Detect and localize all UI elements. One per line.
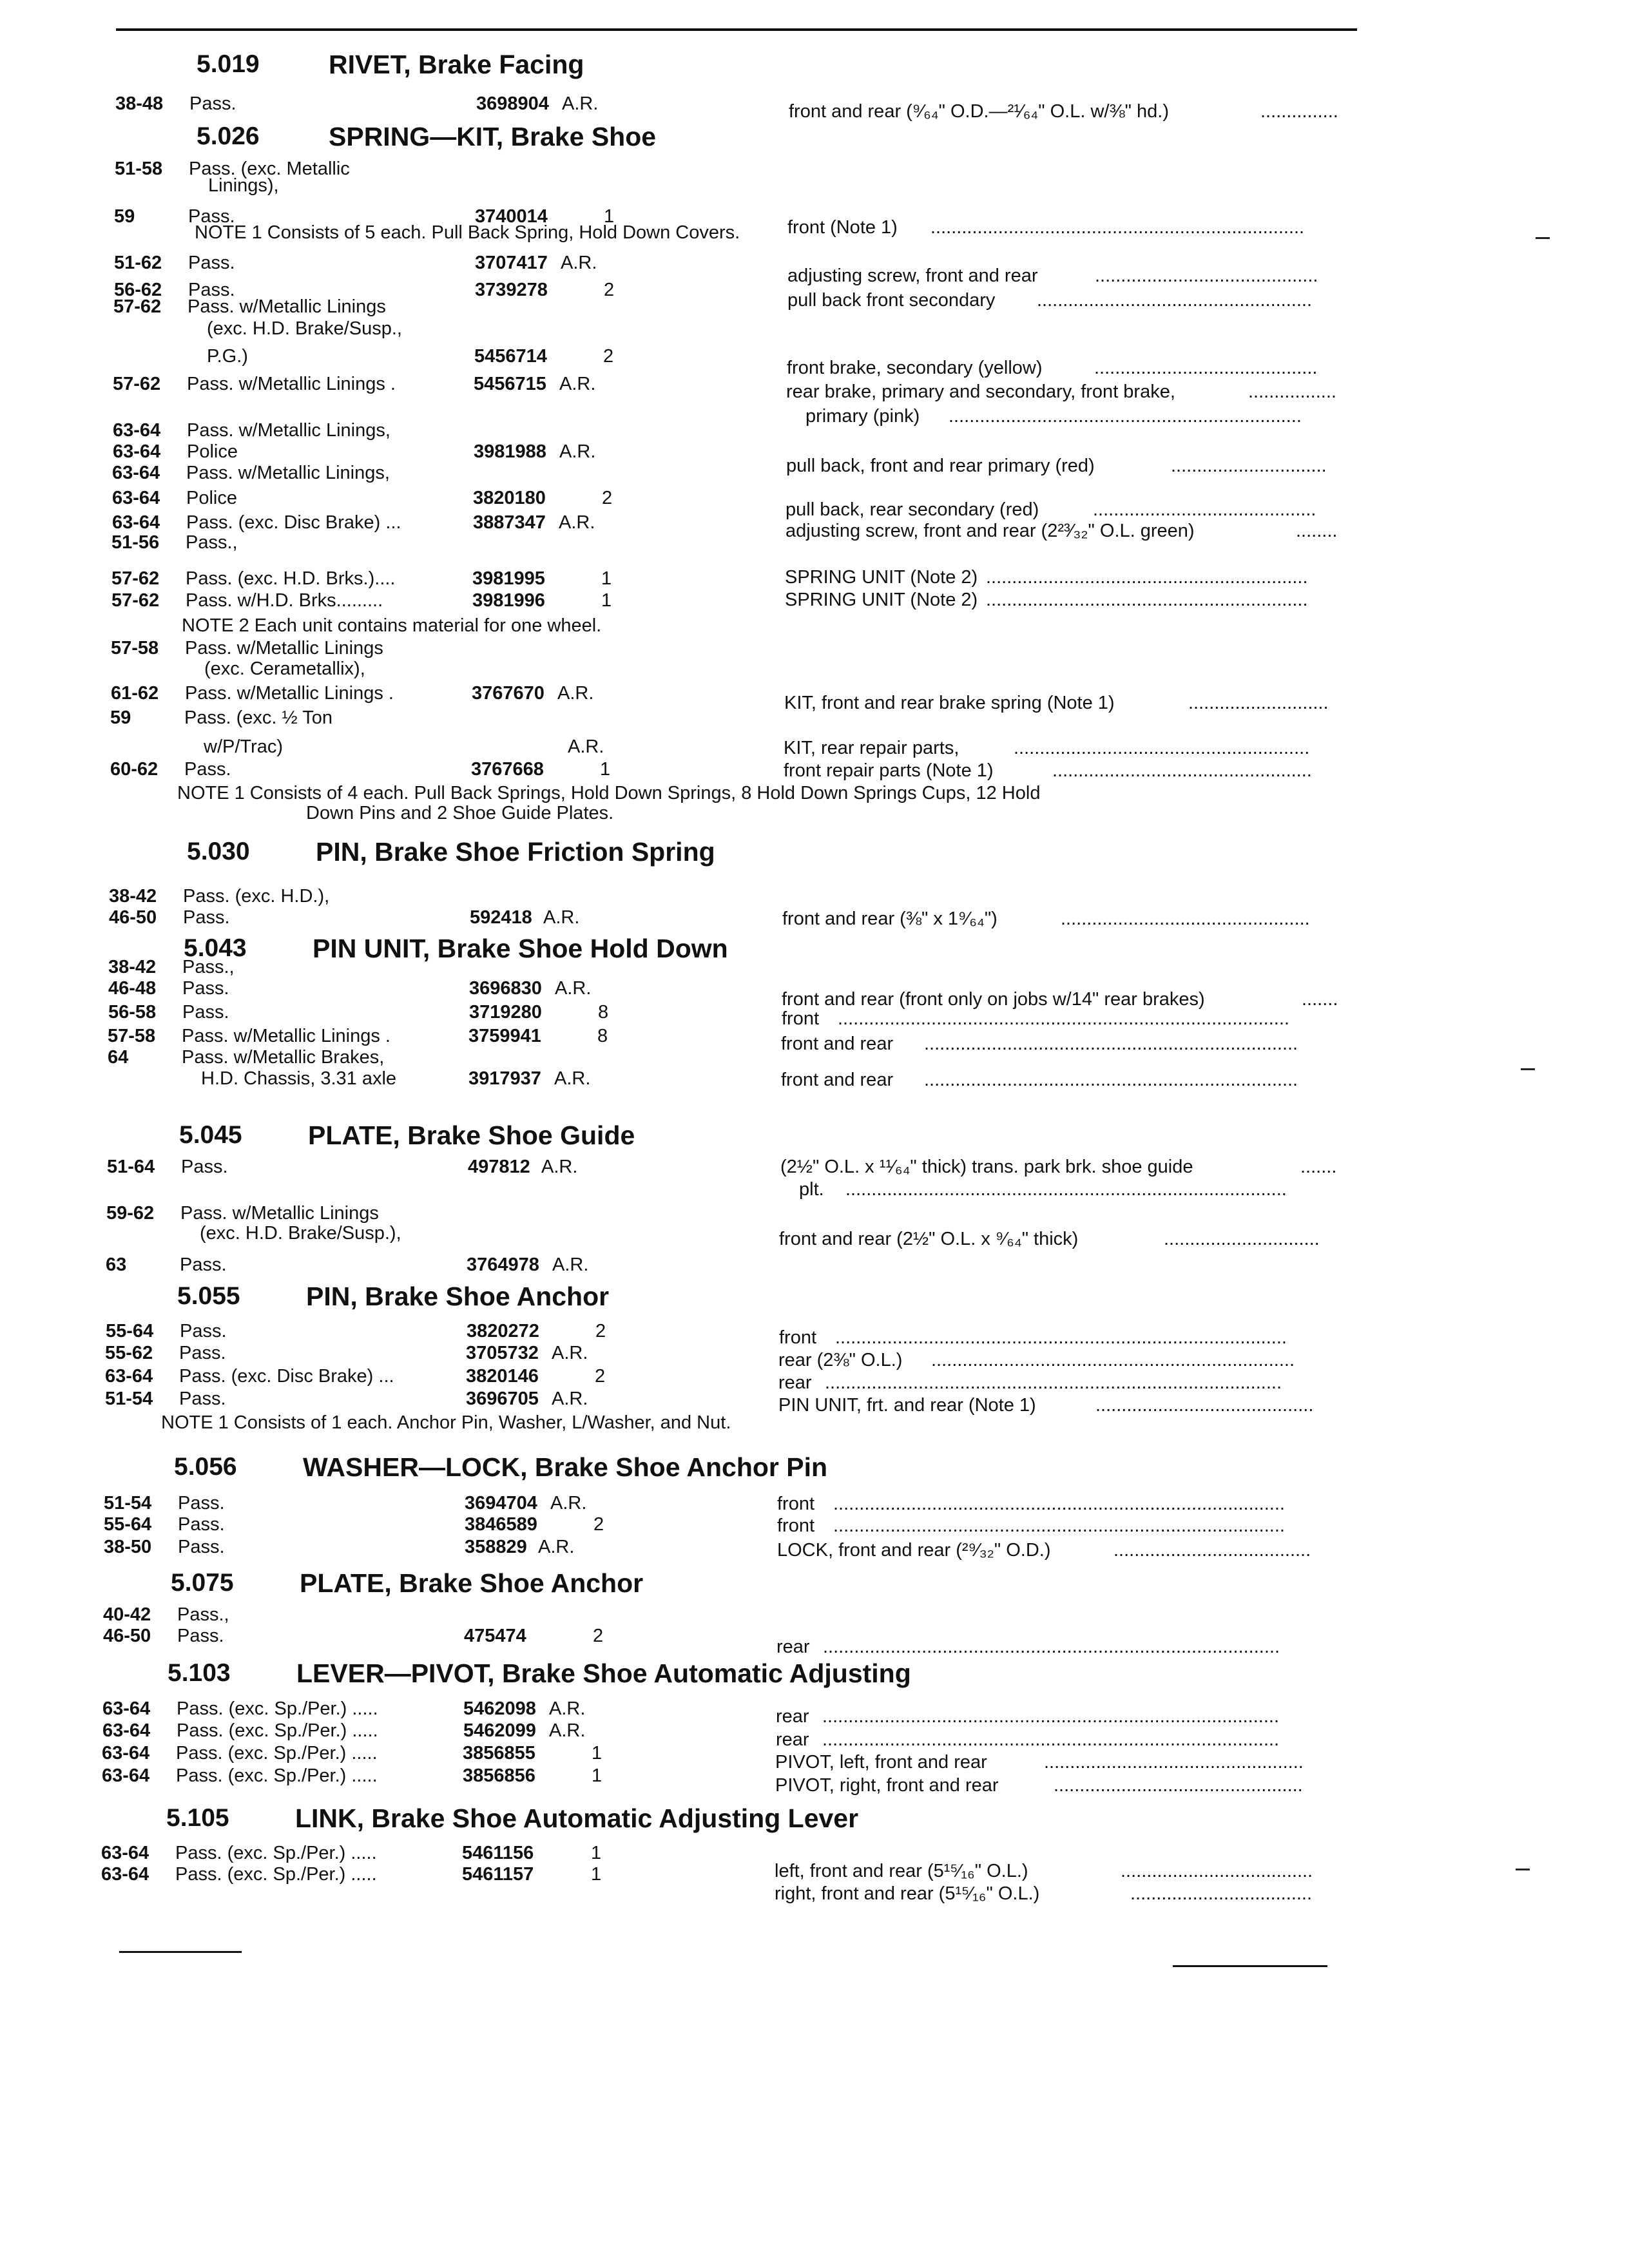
model-years: 38-48 [115, 93, 164, 114]
model-years: 55-64 [106, 1321, 154, 1341]
part-application: left, front and rear (5¹⁵⁄₁₆" O.L.) [775, 1861, 1028, 1881]
model-description: Pass., [186, 532, 238, 553]
quantity: A.R. [549, 1698, 586, 1719]
model-description: Pass. (exc. H.D. Brks.).... [186, 568, 396, 589]
model-description: Pass. [177, 1626, 224, 1646]
model-description: Pass., [182, 957, 235, 977]
part-application: rear [776, 1637, 810, 1657]
quantity: 2 [593, 1626, 604, 1646]
dot-leader: .............................. [1171, 456, 1327, 476]
section-code: 5.019 [197, 50, 260, 78]
model-years: 57-62 [111, 590, 160, 611]
quantity: A.R. [559, 512, 595, 533]
section-code: 5.075 [171, 1569, 234, 1597]
margin-mark [1516, 1869, 1530, 1870]
model-years: 51-54 [105, 1389, 153, 1409]
model-years: 63-64 [102, 1743, 150, 1763]
section-title: LINK, Brake Shoe Automatic Adjusting Lever [295, 1803, 859, 1833]
quantity: 1 [601, 590, 612, 611]
part-number: 3820180 [473, 488, 546, 508]
quantity: 1 [601, 568, 612, 589]
quantity: A.R. [552, 1343, 588, 1363]
model-years: 63-64 [112, 488, 160, 508]
section-code: 5.030 [187, 838, 250, 865]
model-years: 51-64 [107, 1157, 155, 1177]
margin-mark [1536, 237, 1550, 239]
quantity: 8 [598, 1002, 609, 1023]
part-application: front and rear (front only on jobs w/14" rear brakes) [782, 989, 1205, 1010]
model-description: Pass. (exc. ½ Ton [184, 707, 333, 728]
model-years: 63-64 [113, 420, 161, 441]
dot-leader: ........................................................................................ [822, 1729, 1280, 1750]
model-years: 63 [106, 1254, 127, 1275]
quantity: A.R. [543, 907, 580, 928]
dot-leader: ................................................ [1061, 908, 1310, 929]
part-number: 3856856 [463, 1765, 535, 1786]
model-years: 61-62 [111, 683, 159, 704]
quantity: A.R. [550, 1493, 587, 1514]
section-code: 5.026 [197, 122, 260, 150]
part-number: 5456714 [474, 346, 547, 367]
model-years: 38-42 [108, 957, 157, 977]
part-number: 3696705 [466, 1389, 539, 1409]
part-application: right, front and rear (5¹⁵⁄₁₆" O.L.) [775, 1883, 1040, 1904]
model-description: Pass. w/Metallic Linings [180, 1203, 379, 1224]
model-years: 63-64 [112, 463, 160, 483]
model-years: 57-62 [113, 296, 162, 317]
dot-leader: ....................................................................................... [833, 1494, 1285, 1514]
dot-leader: ......................................................... [1014, 738, 1310, 758]
part-number: 3887347 [473, 512, 546, 533]
part-number: 3846589 [465, 1514, 537, 1535]
part-application: front and rear [781, 1070, 894, 1090]
part-application: PIVOT, right, front and rear [775, 1775, 999, 1796]
dot-leader: .......................................... [1095, 1395, 1314, 1416]
part-application: LOCK, front and rear (²⁹⁄₃₂" O.D.) [777, 1540, 1051, 1561]
part-number: 3740014 [475, 206, 548, 227]
model-description: Pass. [178, 1493, 225, 1514]
model-years: 51-58 [115, 159, 163, 179]
part-application: front (Note 1) [787, 217, 898, 238]
dot-leader: ........ [1296, 521, 1338, 541]
part-application: KIT, front and rear brake spring (Note 1) [784, 693, 1115, 713]
model-description: Pass. [178, 1514, 225, 1535]
part-number: 5462099 [463, 1720, 536, 1741]
model-description: Pass. w/Metallic Linings . [182, 1026, 390, 1046]
part-application: rear [778, 1372, 812, 1393]
quantity: 1 [591, 1864, 602, 1885]
section-title: PIN, Brake Shoe Friction Spring [316, 837, 715, 867]
part-number: 3767668 [471, 759, 544, 780]
top-rule [116, 28, 1357, 31]
quantity: A.R. [557, 683, 594, 704]
note-text: NOTE 1 Consists of 5 each. Pull Back Spring, Hold Down Covers. [195, 222, 740, 243]
model-years: 46-48 [108, 978, 157, 999]
model-years: 60-62 [110, 759, 159, 780]
model-years: 46-50 [103, 1626, 151, 1646]
model-description: Pass. (exc. Metallic [189, 159, 350, 179]
model-years: 40-42 [103, 1604, 151, 1625]
part-application: (2½" O.L. x ¹¹⁄₆₄" thick) trans. park brk. shoe guide [780, 1157, 1193, 1177]
model-description: Pass. w/Metallic Linings [185, 638, 383, 658]
footer-rule-right [1173, 1965, 1327, 1967]
dot-leader: ....................................................................................... [835, 1327, 1287, 1348]
model-description: Pass. w/Metallic Linings, [187, 420, 390, 441]
dot-leader: ..................................................................................... [845, 1179, 1287, 1200]
model-years: 56-62 [114, 280, 162, 300]
part-application: rear (2⅜" O.L.) [778, 1350, 903, 1370]
model-description: Pass., [177, 1604, 229, 1625]
model-description: Pass. w/Metallic Linings . [185, 683, 394, 704]
dot-leader: ....................................................................................... [838, 1008, 1289, 1029]
dot-leader: ..................................... [1121, 1861, 1313, 1881]
part-number: 592418 [470, 907, 532, 928]
model-description: Pass. w/Metallic Brakes, [182, 1047, 385, 1068]
quantity: A.R. [538, 1537, 575, 1557]
part-application: front [777, 1515, 815, 1536]
dot-leader: ........................................... [1093, 499, 1316, 520]
part-application: pull back, rear secondary (red) [786, 499, 1039, 520]
section-code: 5.055 [177, 1282, 240, 1310]
quantity: A.R. [568, 736, 604, 757]
margin-mark [1521, 1068, 1535, 1070]
section-code: 5.105 [166, 1804, 229, 1832]
part-number: 3705732 [466, 1343, 539, 1363]
part-application: rear [776, 1706, 809, 1727]
section-title: PIN UNIT, Brake Shoe Hold Down [313, 934, 728, 963]
dot-leader: ........................................................................ [924, 1070, 1298, 1090]
model-years: 64 [108, 1047, 129, 1068]
quantity: 1 [600, 759, 611, 780]
part-application: front and rear (⅜" x 1⁹⁄₆₄") [782, 908, 998, 929]
section-title: LEVER—PIVOT, Brake Shoe Automatic Adjusting [296, 1658, 911, 1688]
part-application: adjusting screw, front and rear [787, 265, 1038, 286]
part-number: 3694704 [465, 1493, 537, 1514]
note-text: NOTE 1 Consists of 4 each. Pull Back Springs, Hold Down Springs, 8 Hold Down Springs Cups, 12 Hold [177, 783, 1041, 803]
model-description: Pass. [181, 1157, 228, 1177]
model-description: w/P/Trac) [204, 736, 283, 757]
note-text: NOTE 2 Each unit contains material for one wheel. [182, 615, 602, 636]
part-number: 3739278 [475, 280, 548, 300]
dot-leader: .................................................. [1052, 760, 1312, 781]
model-description: Pass. (exc. Disc Brake) ... [186, 512, 401, 533]
dot-leader: .............................................................. [986, 567, 1308, 588]
part-application: KIT, rear repair parts, [784, 738, 959, 758]
model-years: 63-64 [101, 1843, 149, 1863]
part-application: front repair parts (Note 1) [784, 760, 994, 781]
model-description: Pass. [182, 1002, 229, 1023]
part-number: 3981995 [472, 568, 545, 589]
model-description: Pass. w/Metallic Linings [188, 296, 386, 317]
model-description: Pass. [184, 759, 231, 780]
model-description: Pass. [180, 1321, 227, 1341]
model-years: 38-42 [109, 886, 157, 907]
quantity: A.R. [554, 1068, 591, 1089]
part-number: 475474 [464, 1626, 526, 1646]
model-years: 55-64 [104, 1514, 152, 1535]
dot-leader: ........................................................................ [930, 217, 1305, 238]
model-description: Pass. [182, 978, 229, 999]
model-description: Pass. [183, 907, 230, 928]
dot-leader: ....... [1302, 989, 1338, 1010]
quantity: 2 [602, 488, 613, 508]
model-description: Pass. (exc. Disc Brake) ... [179, 1366, 394, 1387]
model-description: H.D. Chassis, 3.31 axle [201, 1068, 397, 1089]
part-number: 497812 [468, 1157, 530, 1177]
dot-leader: ............... [1260, 101, 1338, 122]
quantity: 2 [595, 1366, 606, 1387]
quantity: 1 [592, 1743, 602, 1763]
model-description: Police [187, 441, 238, 462]
model-description: Pass. [188, 253, 235, 273]
part-application: SPRING UNIT (Note 2) [785, 567, 978, 588]
dot-leader: ...................................... [1113, 1540, 1311, 1561]
quantity: A.R. [559, 374, 596, 394]
part-application: adjusting screw, front and rear (2²³⁄₃₂" O.L. green) [786, 521, 1195, 541]
part-number: 358829 [465, 1537, 527, 1557]
part-number: 3820272 [467, 1321, 539, 1341]
part-number: 3820146 [466, 1366, 539, 1387]
dot-leader: ...................................................................... [931, 1350, 1295, 1370]
part-number: 3719280 [469, 1002, 542, 1023]
model-years: 38-50 [104, 1537, 152, 1557]
dot-leader: .............................................................. [986, 590, 1308, 610]
part-application: rear [776, 1729, 809, 1750]
dot-leader: ........................................................................................ [822, 1706, 1280, 1727]
dot-leader: ........................................................................................ [825, 1372, 1282, 1393]
model-years: 51-62 [114, 253, 162, 273]
part-application: front [777, 1494, 815, 1514]
dot-leader: ................. [1248, 381, 1336, 402]
part-number: 3767670 [472, 683, 545, 704]
part-number: 3764978 [467, 1254, 539, 1275]
quantity: A.R. [555, 978, 592, 999]
part-application: front [782, 1008, 820, 1029]
part-number: 3707417 [475, 253, 548, 273]
model-description: Pass. w/H.D. Brks......... [186, 590, 383, 611]
part-application: front and rear (2½" O.L. x ⁹⁄₆₄" thick) [779, 1229, 1079, 1249]
section-title: PLATE, Brake Shoe Anchor [300, 1568, 644, 1598]
quantity: A.R. [541, 1157, 578, 1177]
part-application: rear brake, primary and secondary, front brake, [786, 381, 1175, 402]
model-description: Pass. (exc. Sp./Per.) ..... [176, 1765, 378, 1786]
model-years: 59-62 [106, 1203, 155, 1224]
part-application: front and rear (⁹⁄₆₄" O.D.—²¹⁄₆₄" O.L. w/⅜" hd.) [789, 101, 1169, 122]
dot-leader: ....... [1300, 1157, 1337, 1177]
model-years: 57-62 [111, 568, 160, 589]
dot-leader: ................................................ [1054, 1775, 1303, 1796]
model-years: 55-62 [105, 1343, 153, 1363]
part-application: front and rear [781, 1033, 894, 1054]
model-description: Pass. [180, 1254, 227, 1275]
model-years: 59 [110, 707, 131, 728]
model-description: Pass. (exc. Sp./Per.) ..... [176, 1743, 378, 1763]
section-title: RIVET, Brake Facing [329, 50, 584, 79]
model-description: Linings), [208, 175, 279, 196]
model-years: 51-54 [104, 1493, 152, 1514]
model-description: Pass. [189, 93, 236, 114]
model-years: 63-64 [112, 512, 160, 533]
model-years: 63-64 [105, 1366, 153, 1387]
model-years: 63-64 [101, 1864, 149, 1885]
part-number: 3917937 [468, 1068, 541, 1089]
quantity: A.R. [549, 1720, 586, 1741]
section-title: SPRING—KIT, Brake Shoe [329, 122, 657, 151]
dot-leader: ........................................... [1094, 358, 1318, 378]
section-title: PLATE, Brake Shoe Guide [308, 1120, 635, 1150]
quantity: A.R. [562, 93, 599, 114]
model-description: Pass. (exc. Sp./Per.) ..... [177, 1720, 378, 1741]
model-description: Pass. (exc. Sp./Per.) ..... [175, 1864, 377, 1885]
model-years: 63-64 [102, 1698, 151, 1719]
note-text: NOTE 1 Consists of 1 each. Anchor Pin, Washer, L/Washer, and Nut. [161, 1412, 731, 1433]
part-number: 5456715 [474, 374, 546, 394]
dot-leader: ....................................................................................... [833, 1515, 1285, 1536]
model-description: (exc. H.D. Brake/Susp., [207, 318, 402, 339]
section-title: PIN, Brake Shoe Anchor [306, 1282, 610, 1311]
model-description: Pass. w/Metallic Linings, [186, 463, 390, 483]
part-number: 3856855 [463, 1743, 535, 1763]
model-years: 57-58 [108, 1026, 156, 1046]
part-application: PIVOT, left, front and rear [775, 1752, 987, 1773]
model-description: Pass. [179, 1343, 226, 1363]
dot-leader: .............................. [1164, 1229, 1320, 1249]
model-years: 46-50 [109, 907, 157, 928]
quantity: 1 [592, 1765, 602, 1786]
dot-leader: ........................... [1188, 693, 1329, 713]
part-application: SPRING UNIT (Note 2) [785, 590, 978, 610]
part-application: pull back front secondary [787, 290, 996, 311]
section-code: 5.103 [168, 1659, 231, 1687]
section-code: 5.045 [179, 1121, 242, 1149]
part-number: 3698904 [476, 93, 549, 114]
dot-leader: .................................................................... [949, 406, 1302, 427]
model-years: 56-58 [108, 1002, 157, 1023]
part-number: 3696830 [469, 978, 542, 999]
dot-leader: ........................................... [1095, 265, 1318, 286]
part-number: 3759941 [468, 1026, 541, 1046]
model-years: 57-62 [113, 374, 161, 394]
model-description: Police [186, 488, 237, 508]
quantity: A.R. [552, 1389, 588, 1409]
model-description: Pass. (exc. Sp./Per.) ..... [175, 1843, 377, 1863]
section-code: 5.043 [184, 934, 247, 962]
model-description: P.G.) [207, 346, 248, 367]
model-years: 63-64 [102, 1720, 151, 1741]
dot-leader: ..................................................... [1037, 290, 1313, 311]
model-years: 59 [114, 206, 135, 227]
model-description: Pass. [178, 1537, 225, 1557]
section-code: 5.056 [174, 1453, 237, 1481]
quantity: 2 [604, 280, 615, 300]
model-description: (exc. Cerametallix), [204, 658, 365, 679]
part-application: primary (pink) [805, 406, 920, 427]
part-application: front [779, 1327, 817, 1348]
part-number: 3981988 [474, 441, 546, 462]
part-number: 3981996 [472, 590, 545, 611]
quantity: A.R. [561, 253, 597, 273]
model-years: 51-56 [111, 532, 160, 553]
model-description: Pass. (exc. H.D.), [183, 886, 330, 907]
section-title: WASHER—LOCK, Brake Shoe Anchor Pin [303, 1452, 828, 1482]
quantity: 2 [593, 1514, 604, 1535]
model-years: 63-64 [102, 1765, 150, 1786]
part-number: 5462098 [463, 1698, 536, 1719]
dot-leader: ................................... [1130, 1883, 1312, 1904]
part-application: plt. [799, 1179, 824, 1200]
part-application: front brake, secondary (yellow) [787, 358, 1043, 378]
model-description: (exc. H.D. Brake/Susp.), [200, 1223, 401, 1244]
quantity: 2 [603, 346, 614, 367]
dot-leader: ........................................................................................ [823, 1637, 1280, 1657]
model-description: Pass. (exc. Sp./Per.) ..... [177, 1698, 378, 1719]
model-description: Pass. [188, 206, 235, 227]
model-description: Pass. w/Metallic Linings . [187, 374, 396, 394]
quantity: 2 [595, 1321, 606, 1341]
part-number: 5461156 [462, 1843, 534, 1863]
quantity: 1 [604, 206, 615, 227]
model-years: 63-64 [113, 441, 161, 462]
quantity: A.R. [559, 441, 596, 462]
model-description: Pass. [188, 280, 235, 300]
part-application: pull back, front and rear primary (red) [786, 456, 1095, 476]
part-application: PIN UNIT, frt. and rear (Note 1) [778, 1395, 1036, 1416]
model-description: Pass. [179, 1389, 226, 1409]
dot-leader: .................................................. [1044, 1752, 1304, 1773]
note-text: Down Pins and 2 Shoe Guide Plates. [306, 803, 614, 823]
part-number: 5461157 [462, 1864, 534, 1885]
model-years: 57-58 [111, 638, 159, 658]
footer-rule-left [119, 1951, 242, 1953]
quantity: A.R. [552, 1254, 589, 1275]
quantity: 1 [591, 1843, 602, 1863]
dot-leader: ........................................................................ [924, 1033, 1298, 1054]
quantity: 8 [597, 1026, 608, 1046]
